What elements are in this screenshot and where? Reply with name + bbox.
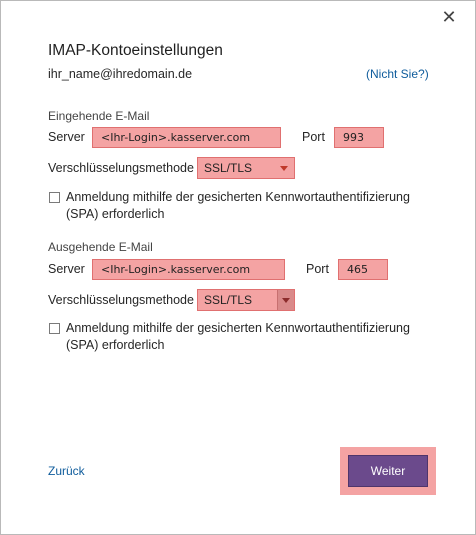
outgoing-spa-label-line1: Anmeldung mithilfe der gesicherten Kennwortauthentifizierung	[66, 321, 410, 335]
not-you-link[interactable]: (Nicht Sie?)	[366, 67, 429, 81]
next-button[interactable]: Weiter	[348, 455, 428, 487]
close-icon[interactable]: ✕	[441, 7, 457, 27]
outgoing-server-label: Server	[48, 262, 85, 276]
outgoing-encryption-value: SSL/TLS	[204, 293, 253, 307]
incoming-section-title: Eingehende E-Mail	[48, 109, 150, 123]
incoming-encryption-value: SSL/TLS	[204, 161, 253, 175]
incoming-port-label: Port	[302, 130, 325, 144]
outgoing-spa-checkbox[interactable]	[49, 323, 60, 334]
back-link[interactable]: Zurück	[48, 464, 85, 478]
outgoing-encryption-label: Verschlüsselungsmethode	[48, 293, 194, 307]
outgoing-spa-label	[66, 320, 410, 354]
incoming-server-input[interactable]: <Ihr-Login>.kasserver.com	[92, 127, 281, 148]
outgoing-port-label: Port	[306, 262, 329, 276]
incoming-server-label: Server	[48, 130, 85, 144]
outgoing-section-title: Ausgehende E-Mail	[48, 240, 153, 254]
outgoing-spa-label-line2: (SPA) erforderlich	[66, 338, 165, 352]
outgoing-port-input[interactable]: 465	[338, 259, 388, 280]
incoming-spa-checkbox[interactable]	[49, 192, 60, 203]
chevron-down-icon	[280, 166, 288, 171]
incoming-spa-label-line1: Anmeldung mithilfe der gesicherten Kennwortauthentifizierung	[66, 190, 410, 204]
incoming-encryption-select[interactable]	[197, 157, 295, 179]
incoming-spa-label	[66, 189, 410, 223]
incoming-spa-label-line2: (SPA) erforderlich	[66, 207, 165, 221]
account-email: ihr_name@ihredomain.de	[48, 67, 193, 81]
outgoing-server-input[interactable]: <Ihr-Login>.kasserver.com	[92, 259, 285, 280]
dropdown-button[interactable]	[277, 290, 294, 310]
outgoing-encryption-select[interactable]	[197, 289, 295, 311]
dialog-title: IMAP-Kontoeinstellungen	[48, 42, 223, 59]
incoming-encryption-label: Verschlüsselungsmethode	[48, 161, 194, 175]
incoming-port-input[interactable]: 993	[334, 127, 384, 148]
chevron-down-icon	[282, 298, 290, 303]
